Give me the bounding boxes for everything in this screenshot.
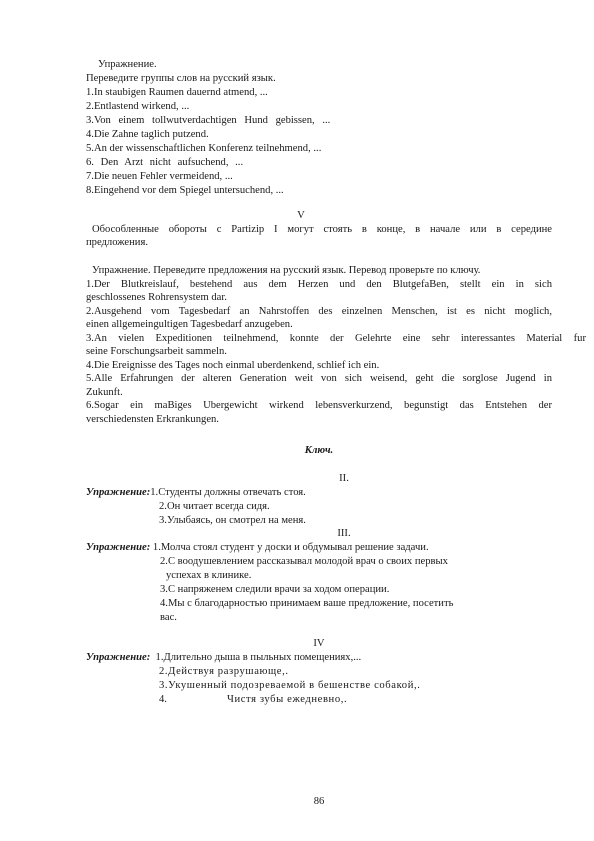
list-item: 7.Die neuen Fehler vermeidend, ...: [86, 171, 233, 182]
key-item: успехах в клинике.: [166, 570, 252, 581]
list-item: 3.Von einem tollwutverdachtigen Hund gebissen, ...: [86, 115, 331, 126]
sentence-line: 4.Die Ereignisse des Tages noch einmal uberdenkend, schlief ich ein.: [86, 360, 380, 371]
sentence-line: 3.An vielen Expeditionen teilnehmend, konnte der Gelehrte eine sehr interessantes Material fur: [86, 333, 586, 344]
rule-text: Обособленные обороты с Partizip I могут стоять в конце, в начале или в середине: [92, 224, 552, 235]
list-item: 6. Den Arzt nicht aufsuchend, ...: [86, 157, 244, 168]
sentence-line: 5.Alle Erfahrungen der alteren Generation weit von sich weisend, geht die sorglose Jugend in: [86, 373, 552, 384]
key-item: 1.Длительно дыша в пыльных помещениях,...: [155, 652, 362, 663]
section-numeral: V: [297, 210, 305, 221]
key-item: 3.С напряженем следили врачи за ходом операции.: [160, 584, 390, 595]
rule-text: предложения.: [86, 237, 148, 248]
key-exercise-row: Упражнение: 1.Молча стоял студент у доски и обдумывал решение задачи.: [86, 542, 429, 553]
key-exercise-row: Упражнение:1.Студенты должны отвечать стоя.: [86, 487, 306, 498]
list-item: 2.Entlastend wirkend, ...: [86, 101, 190, 112]
section-numeral: IV: [313, 638, 325, 649]
key-item: 4.Мы с благодарностью принимаем ваше предложение, посетить: [160, 598, 454, 609]
key-exercise-label: Упражнение: [86, 652, 147, 663]
exercise-title: Упражнение.: [98, 59, 157, 70]
key-item: вас.: [160, 612, 177, 623]
sentence-line: 1.Der Blutkreislauf, bestehend aus dem Herzen und den BlutgefaBen, stellt ein in sich: [86, 279, 552, 290]
list-item: 4.Die Zahne taglich putzend.: [86, 129, 209, 140]
exercise-instruction: Упражнение. Переведите предложения на русский язык. Перевод проверьте по ключу.: [92, 265, 481, 276]
list-item: 8.Eingehend vor dem Spiegel untersuchend, ...: [86, 185, 284, 196]
key-item: 3.Укушенный подозреваемой в бешенстве собакой,.: [159, 680, 421, 691]
exercise-instruction: Переведите группы слов на русский язык.: [86, 73, 276, 84]
page-number: 86: [313, 796, 325, 807]
key-item: 3.Улыбаясь, он смотрел на меня.: [159, 515, 306, 526]
key-item: Чистя зубы ежедневно,.: [227, 694, 348, 705]
key-title: Ключ.: [304, 445, 334, 456]
sentence-line: 2.Ausgehend vom Tagesbedarf an Nahrstoffen des einzelnen Menschen, ist es nicht moglich,: [86, 306, 552, 317]
key-item: 2.С воодушевлением рассказывал молодой врач о своих первых: [160, 556, 448, 567]
sentence-line: Zukunft.: [86, 387, 123, 398]
key-exercise-label: Упражнение: [86, 542, 147, 553]
sentence-line: geschlossenes Rohrensystem dar.: [86, 292, 227, 303]
key-item: 1.Студенты должны отвечать стоя.: [150, 487, 306, 498]
key-exercise-label: Упражнение: [86, 487, 147, 498]
sentence-line: verschiedensten Erkrankungen.: [86, 414, 219, 425]
key-item: 1.Молча стоял студент у доски и обдумывал решение задачи.: [152, 542, 429, 553]
list-item: 1.In staubigen Raumen dauernd atmend, ...: [86, 87, 268, 98]
sentence-line: seine Forschungsarbeit sammeln.: [86, 346, 227, 357]
sentence-line: einen allgemeingultigen Tagesbedarf anzugeben.: [86, 319, 293, 330]
sentence-line: 6.Sogar ein maBiges Ubergewicht wirkend lebensverkurzend, begunstigt das Entstehen der: [86, 400, 552, 411]
section-numeral: II.: [339, 473, 349, 484]
key-item: 2.Действуя разрушающе,.: [159, 666, 289, 677]
key-item-number: 4.: [159, 694, 167, 705]
key-exercise-row: Упражнение: 1.Длительно дыша в пыльных помещениях,...: [86, 652, 362, 663]
list-item: 5.An der wissenschaftlichen Konferenz teilnehmend, ...: [86, 143, 322, 154]
key-item: 2.Он читает всегда сидя.: [159, 501, 270, 512]
section-numeral: III.: [337, 528, 351, 539]
